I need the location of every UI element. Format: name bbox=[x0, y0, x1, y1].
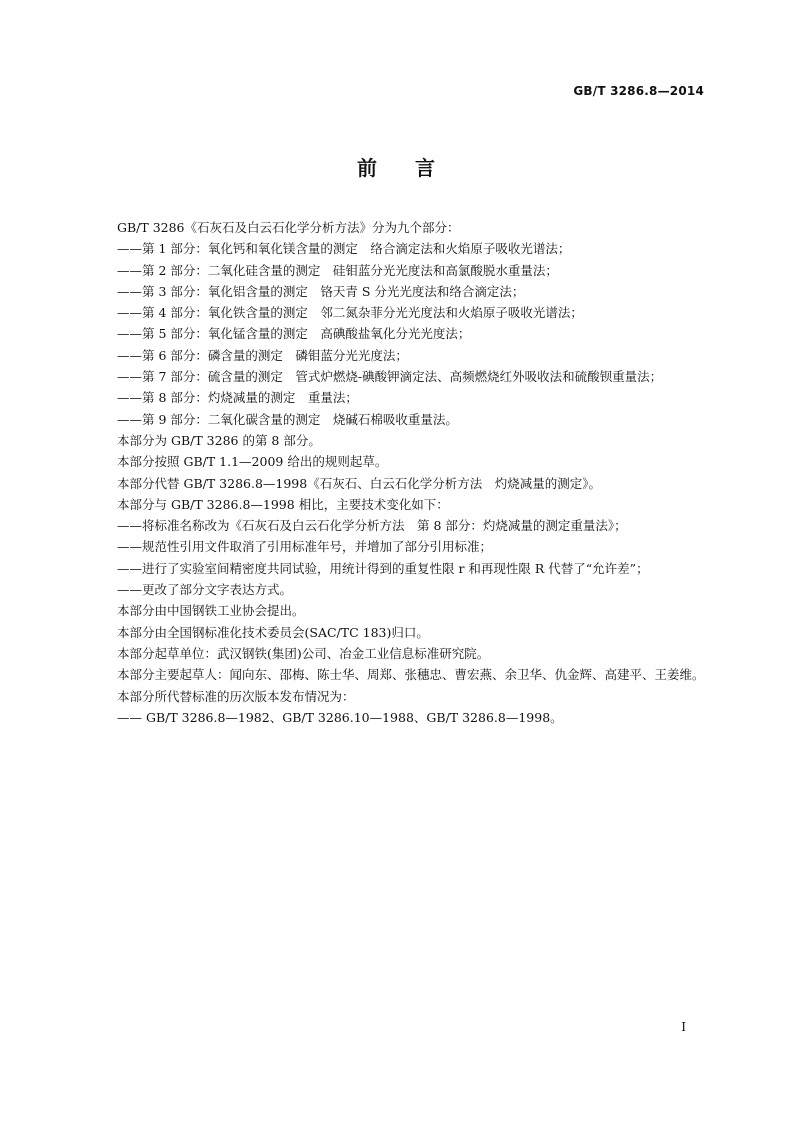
body-line: ——规范性引用文件取消了引用标准年号，并增加了部分引用标准； bbox=[117, 539, 493, 555]
foreword-body bbox=[117, 217, 717, 728]
page-title bbox=[0, 152, 794, 181]
title-char-2: 言 bbox=[415, 156, 437, 180]
body-line: ——第 1 部分：氧化钙和氧化镁含量的测定 络合滴定法和火焰原子吸收光谱法； bbox=[117, 241, 571, 257]
body-line: ——第 8 部分：灼烧减量的测定 重量法； bbox=[117, 390, 358, 406]
body-line: ——进行了实验室间精密度共同试验，用统计得到的重复性限 r 和再现性限 R 代替了“允许差”； bbox=[117, 560, 649, 576]
body-line: ——第 2 部分：二氧化硅含量的测定 硅钼蓝分光光度法和高氯酸脱水重量法； bbox=[117, 262, 558, 278]
body-line: 本部分按照 GB/T 1.1—2009 给出的规则起草。 bbox=[117, 454, 388, 470]
body-line: 本部分由中国钢铁工业协会提出。 bbox=[117, 603, 305, 619]
body-line: 本部分起草单位：武汉钢铁(集团)公司、冶金工业信息标准研究院。 bbox=[117, 645, 490, 661]
body-line: 本部分为 GB/T 3286 的第 8 部分。 bbox=[117, 432, 321, 448]
body-line: ——第 6 部分：磷含量的测定 磷钼蓝分光光度法； bbox=[117, 347, 408, 363]
body-line: 本部分代替 GB/T 3286.8—1998《石灰石、白云石化学分析方法 灼烧减量的测定》。 bbox=[117, 475, 601, 491]
body-line: GB/T 3286《石灰石及白云石化学分析方法》分为九个部分： bbox=[117, 220, 460, 235]
standard-number: GB/T 3286.8—2014 bbox=[573, 84, 704, 98]
body-line: ——第 5 部分：氧化锰含量的测定 高碘酸盐氧化分光光度法； bbox=[117, 326, 471, 342]
body-line: ——第 3 部分：氧化铝含量的测定 铬天青 S 分光光度法和络合滴定法； bbox=[117, 283, 525, 299]
body-line: ——第 4 部分：氧化铁含量的测定 邻二氮杂菲分光光度法和火焰原子吸收光谱法； bbox=[117, 305, 583, 321]
body-line: ——更改了部分文字表达方式。 bbox=[117, 582, 293, 598]
body-line: 本部分主要起草人：闻向东、邵梅、陈士华、周郑、张穗忠、曹宏燕、余卫华、仇金辉、高建平、王姜维。 bbox=[117, 667, 705, 683]
body-line: ——第 9 部分：二氧化碳含量的测定 烧碱石棉吸收重量法。 bbox=[117, 411, 458, 427]
body-line: ——第 7 部分：硫含量的测定 管式炉燃烧-碘酸钾滴定法、高频燃烧红外吸收法和硫酸钡重量法； bbox=[117, 369, 663, 385]
body-line: ——将标准名称改为《石灰石及白云石化学分析方法 第 8 部分：灼烧减量的测定重量法》； bbox=[117, 518, 627, 534]
body-line: 本部分由全国钢标准化技术委员会(SAC/TC 183)归口。 bbox=[117, 624, 429, 640]
page-number: I bbox=[681, 1020, 686, 1034]
body-line: 本部分所代替标准的历次版本发布情况为： bbox=[117, 688, 355, 704]
body-line: —— GB/T 3286.8—1982、GB/T 3286.10—1988、GB/T 3286.8—1998。 bbox=[117, 709, 563, 725]
body-line: 本部分与 GB/T 3286.8—1998 相比，主要技术变化如下： bbox=[117, 496, 449, 512]
title-char-1: 前 bbox=[357, 156, 379, 180]
